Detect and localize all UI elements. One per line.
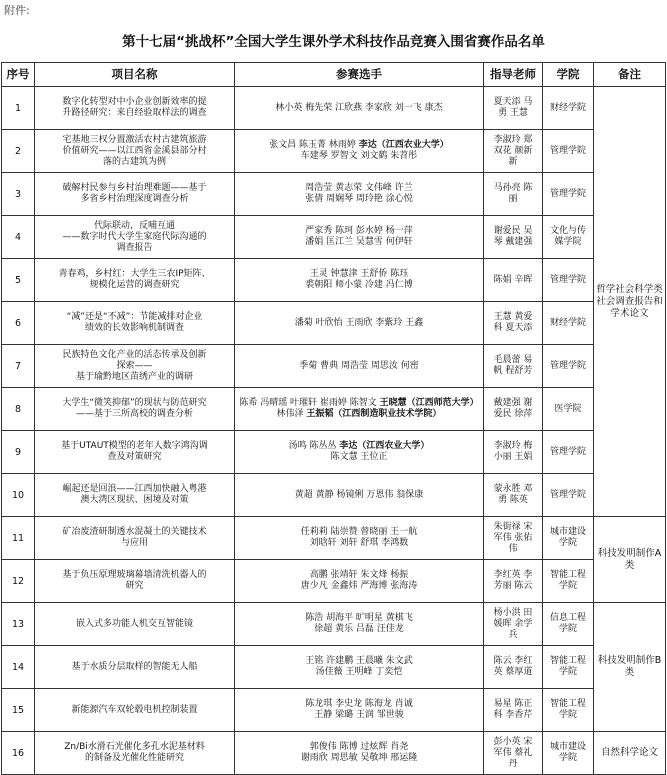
project-title-line: “减”还是“不减”：节能减排对企业 [66,312,203,322]
header-project: 项目名称 [35,63,235,87]
table-row [2,130,666,173]
advisor-names-line: 兵 [508,629,518,640]
team-members-line: 谢雨欣 周思敏 吴敬坤 邢运隆 [300,753,418,763]
table-row [2,216,666,259]
advisor-names [484,732,543,775]
team-members-line: 王铭 许建鹏 王晨曦 朱文武 [305,656,413,666]
team-members-line: 林小英 梅先荣 江欣燕 李家欣 刘一飞 康杰 [275,102,443,113]
advisor-names [484,216,543,259]
team-members-line: 徐超 黄乐 吕磊 汪佳龙 [314,624,404,634]
category-note: 自然科学论文 [594,732,666,775]
team-members [235,431,484,474]
row-number: 3 [2,173,35,216]
advisor-names-line: 小丽 王娟 [493,452,533,462]
table-row [2,173,666,216]
college-name [543,474,594,517]
college-name-line: 媒学院 [554,237,582,247]
team-members-line: 潘菊 叶欣怡 王雨欣 李紫玲 王鑫 [294,317,424,328]
row-number: 2 [2,130,35,173]
team-members-line: 王静 梁璐 王润 邹世骏 [314,710,404,720]
college-name [543,646,594,689]
row-number: 15 [2,689,35,732]
college-name [543,431,594,474]
project-title-line: 探索—— [116,360,153,371]
advisor-names [484,388,543,431]
team-members [235,732,484,775]
header-college: 学院 [543,63,594,87]
college-name [543,603,594,646]
college-name-line: 财经学院 [549,317,586,328]
advisor-names-line: 科 夏天添 [493,323,533,333]
team-members-line: 刘晗轩 刘轩 舒琪 李鸿数 [309,538,409,548]
row-number: 12 [2,560,35,603]
project-title-line: 民族特色文化产业的活态传承及创新 [62,349,207,360]
advisor-names [484,130,543,173]
team-members [235,173,484,216]
college-name-line: 信息工程 [549,613,586,623]
advisor-names-line: 媛晖 余学 [493,618,533,629]
project-title-line: 破解村民参与乡村治理难题——基于 [62,183,207,193]
advisor-names-line: 琴 戴建强 [493,237,533,247]
category-note: 科技发明制作B类 [594,603,666,732]
team-members-line: 季菊 曹典 周浩莹 周思汝 何密 [299,360,419,371]
advisor-names-line: 毛晨蕾 易 [493,355,533,365]
team-members-line: 陈希 冯晴瑶 叶璀轩 崔雨婷 陈智文 [239,398,380,408]
category-note: 科技发明制作A类 [594,517,666,603]
advisor-names-line: 李红英 李 [493,570,533,580]
advisor-names [484,345,543,388]
table-row [2,87,666,130]
college-name-line: 学院 [558,581,577,591]
advisor-names-line: 彭小英 宋 [493,736,533,747]
advisor-names-line: 新 [508,156,518,167]
row-number: 5 [2,259,35,302]
document-title: 第十七届“挑战杯”全国大学生课外学术科技作品竞赛入围省赛作品名单 [122,34,545,50]
advisor-names-line: 军伟 蔡礼 [493,747,533,758]
college-name [543,87,594,130]
project-title-line: 大学生“微笑抑郁”的现状与防范研究 [62,398,207,408]
advisor-names-line: 易星 陈正 [493,699,533,709]
row-number: 14 [2,646,35,689]
advisor-names-line: 谢爱民 吴 [493,226,533,236]
college-name-line: 管理学院 [549,360,586,371]
row-number: 16 [2,732,35,775]
advisor-names-line: 勇 陈英 [498,495,528,505]
college-name [543,173,594,216]
row-number: 4 [2,216,35,259]
project-title-line: 数字化转型对中小企业创新效率的提 [62,97,207,107]
team-members-line: 汤佳薇 王明峰 丁奕恺 [315,667,403,677]
advisor-names-line: 双花 颜新 [493,145,533,156]
project-title-line: 基于瑜黔地区苗绣产业的调研 [75,371,193,382]
team-members-line: 林伟泽 [276,409,307,419]
college-name-line: 学院 [558,710,577,720]
project-title-line: 调查报告 [116,242,153,253]
team-members-line: 潘娟 匡江兰 吴慧雪 何伊轩 [305,237,413,247]
project-title-line: ——基于三所高校的调查分析 [75,409,193,419]
team-members-line: 陈龙琪 李史龙 陈海龙 肖诚 [305,699,413,709]
table-row [2,517,666,560]
college-name-line: 城市建设 [549,742,586,752]
team-members [235,603,484,646]
project-title-line: 升路径研究：来自经验取样法的调查 [62,108,207,118]
project-title [35,173,235,216]
advisor-names-line: 爱民 徐萍 [493,409,533,419]
team-members-line: 王晓慧（江西师范大学） [379,398,479,408]
project-title-line: 宅基地三权分置激活农村古建筑旅游 [62,134,207,145]
college-name-line: 学院 [558,667,577,677]
college-name [543,388,594,431]
row-number: 10 [2,474,35,517]
project-title [35,302,235,345]
project-title [35,732,235,775]
team-members-line: 张文昌 陈玉菁 林雨婷 [269,140,359,150]
project-title-line: 基于负压原理玻璃幕墙清洗机器人的 [62,570,207,580]
advisor-names [484,259,543,302]
project-title [35,130,235,173]
college-name-line: 管理学院 [549,489,586,500]
table-row [2,646,666,689]
project-title-line: 青春鸡，乡村红：大学生三农IP矩阵、 [58,269,211,279]
college-name [543,216,594,259]
team-members [235,474,484,517]
team-members [235,689,484,732]
table-row [2,689,666,732]
team-members [235,345,484,388]
team-members-line: 高鹏 张靖轩 朱文烽 杨振 [309,570,409,580]
college-name [543,259,594,302]
project-title-line: 新能源汽车双轮毂电机控制装置 [71,704,198,715]
team-members-line: 陈文慧 王位正 [330,452,388,462]
header-no: 序号 [2,63,35,87]
advisor-names [484,431,543,474]
project-title-line: Zn/Bi水滑石光催化多孔水泥基材料 [64,742,205,752]
project-title-line: 崛起还是回浪——江西加快融入粤港 [62,484,207,494]
team-members-line: 李达（江西农业大学） [339,441,430,451]
college-name-line: 文化与传 [549,226,586,236]
college-name-line: 智能工程 [549,699,586,709]
row-number: 11 [2,517,35,560]
team-members [235,259,484,302]
college-name-line: 学院 [558,538,577,548]
table-row [2,388,666,431]
team-members [235,216,484,259]
project-title-line: 价值研究——以江西省金溪县部分村 [62,145,207,156]
team-members-line: 车建琴 罗智文 刘文鹤 朱苕彤 [300,151,418,161]
finalist-table [1,62,666,775]
college-name-line: 学院 [558,753,577,763]
project-title [35,431,235,474]
advisor-names-line: 李淑玲 郑 [493,134,533,145]
advisor-names-line: 芳丽 陈云 [493,581,533,591]
team-members-line: 严家秀 陈珂 彭水婷 杨一萍 [305,226,413,236]
team-members-line: 王振韬（江西制造职业技术学院） [306,409,442,419]
header-team: 参赛选手 [235,63,484,87]
team-members-line: 陈浩 胡海平 旷明星 黄棋飞 [305,613,413,623]
project-title-line: 绩效的长效影响机制调查 [84,323,184,333]
team-members [235,517,484,560]
advisor-names-line: 帆 程舒芳 [493,366,533,376]
advisor-names [484,560,543,603]
team-members [235,302,484,345]
category-note: 哲学社会科学类社会调查报告和学术论文 [594,87,666,517]
header-advisor: 指导老师 [484,63,543,87]
advisor-names-line: 王慧 黄爱 [493,312,533,322]
project-title-line: 的制备及光催化性能研究 [84,753,184,763]
project-title-line: ——数字时代大学生家庭代际沟通的 [62,231,207,242]
college-name-line: 管理学院 [549,188,586,199]
project-title [35,517,235,560]
project-title-line: 嵌入式多功能人机交互智能镜 [75,618,193,629]
project-title [35,345,235,388]
project-title-line: 与应用 [120,538,148,548]
team-members-line: 周浩莹 黄志荣 文伟峰 许兰 [305,183,413,193]
project-title-line: 落的古建筑为例 [102,156,166,167]
project-title [35,388,235,431]
college-name [543,302,594,345]
advisor-names-line: 蒙永胜 邓 [493,484,533,494]
team-members-line: 郭俊伟 陈博 过炫辉 肖尧 [309,742,409,752]
advisor-names-line: 马孙亮 陈 [493,183,533,193]
team-members [235,646,484,689]
project-title-line: 查及对策研究 [107,452,162,462]
advisor-names-line: 杨小洪 田 [493,607,533,618]
advisor-names-line: 丽 [508,194,518,204]
header-note: 备注 [594,63,666,87]
college-name-line: 管理学院 [549,145,586,156]
project-title [35,603,235,646]
project-title [35,646,235,689]
college-name [543,689,594,732]
attachment-label: 附件: [4,4,30,17]
advisor-names [484,689,543,732]
advisor-names-line: 勇 王慧 [498,108,528,118]
team-members [235,388,484,431]
college-name-line: 智能工程 [549,570,586,580]
advisor-names [484,302,543,345]
project-title-line: 矿冶废渣研制透水混凝土的关键技术 [62,527,207,537]
table-row [2,474,666,517]
project-title-line: 基于UTAUT模型的老年人数字鸿沟调 [61,441,208,451]
team-members-line: 任莉莉 陆崇赞 曾晓丽 王一航 [300,527,418,537]
team-members-line: 王灵 钟慧津 王舒侨 陈珏 [309,269,409,279]
table-header-row [2,63,666,87]
team-members-line: 黄超 黄静 杨镜俐 万恩伟 翁保康 [294,489,424,500]
table-row [2,431,666,474]
project-title-line: 澳大湾区现状、困境及对策 [80,495,189,505]
advisor-names [484,474,543,517]
advisor-names-line: 朱街禄 宋 [493,521,533,532]
table-row [2,259,666,302]
table-row [2,302,666,345]
college-name-line: 管理学院 [549,274,586,285]
project-title [35,689,235,732]
advisor-names-line: 陈娟 辛晖 [493,274,533,285]
team-members-line: 裘朝阳 师小蒙 冷建 冯仁博 [305,280,413,290]
advisor-names-line: 丹 [508,758,518,769]
team-members [235,87,484,130]
college-name [543,517,594,560]
team-members [235,130,484,173]
advisor-names-line: 科 李香芹 [493,710,533,720]
college-name-line: 城市建设 [549,527,586,537]
project-title-line: 规模化运营的调查研究 [89,280,180,290]
team-members-line: 李达（江西农业大学） [358,140,449,150]
project-title [35,87,235,130]
project-title [35,216,235,259]
team-members-line: 张倩 周娴琴 周玲艳 涂心悦 [305,194,413,204]
project-title [35,259,235,302]
team-members-line: 汤鸣 陈丛丛 [288,441,340,451]
table-row [2,560,666,603]
advisor-names-line: 英 蔡厚道 [493,667,533,677]
advisor-names-line: 陈云 李红 [493,656,533,666]
project-title [35,474,235,517]
college-name [543,345,594,388]
team-members-line: 唐少凡 金鑫炜 严海博 张海涛 [300,581,418,591]
advisor-names [484,173,543,216]
advisor-names [484,517,543,560]
advisor-names-line: 夏天添 马 [493,97,533,107]
college-name-line: 智能工程 [549,656,586,666]
advisor-names-line: 戴建强 谢 [493,398,533,408]
project-title-line: 基于水质分层取样的智能无人船 [71,661,198,672]
advisor-names [484,646,543,689]
advisor-names [484,87,543,130]
project-title [35,560,235,603]
college-name [543,130,594,173]
table-row [2,603,666,646]
college-name [543,732,594,775]
advisor-names [484,603,543,646]
advisor-names-line: 伟 [508,543,518,554]
row-number: 6 [2,302,35,345]
college-name-line: 学院 [558,624,577,634]
project-title-line: 代际联动，反哺互通 [93,220,175,231]
advisor-names-line: 军伟 张佑 [493,532,533,543]
team-members [235,560,484,603]
college-name [543,560,594,603]
college-name-line: 医学院 [554,403,582,414]
college-name-line: 管理学院 [549,446,586,457]
college-name-line: 财经学院 [549,102,586,113]
row-number: 7 [2,345,35,388]
row-number: 13 [2,603,35,646]
row-number: 9 [2,431,35,474]
project-title-line: 多省乡村治理深度调查分析 [80,194,189,204]
row-number: 8 [2,388,35,431]
project-title-line: 研究 [125,581,144,591]
row-number: 1 [2,87,35,130]
advisor-names-line: 李淑玲 梅 [493,441,533,451]
table-row [2,732,666,775]
table-row [2,345,666,388]
